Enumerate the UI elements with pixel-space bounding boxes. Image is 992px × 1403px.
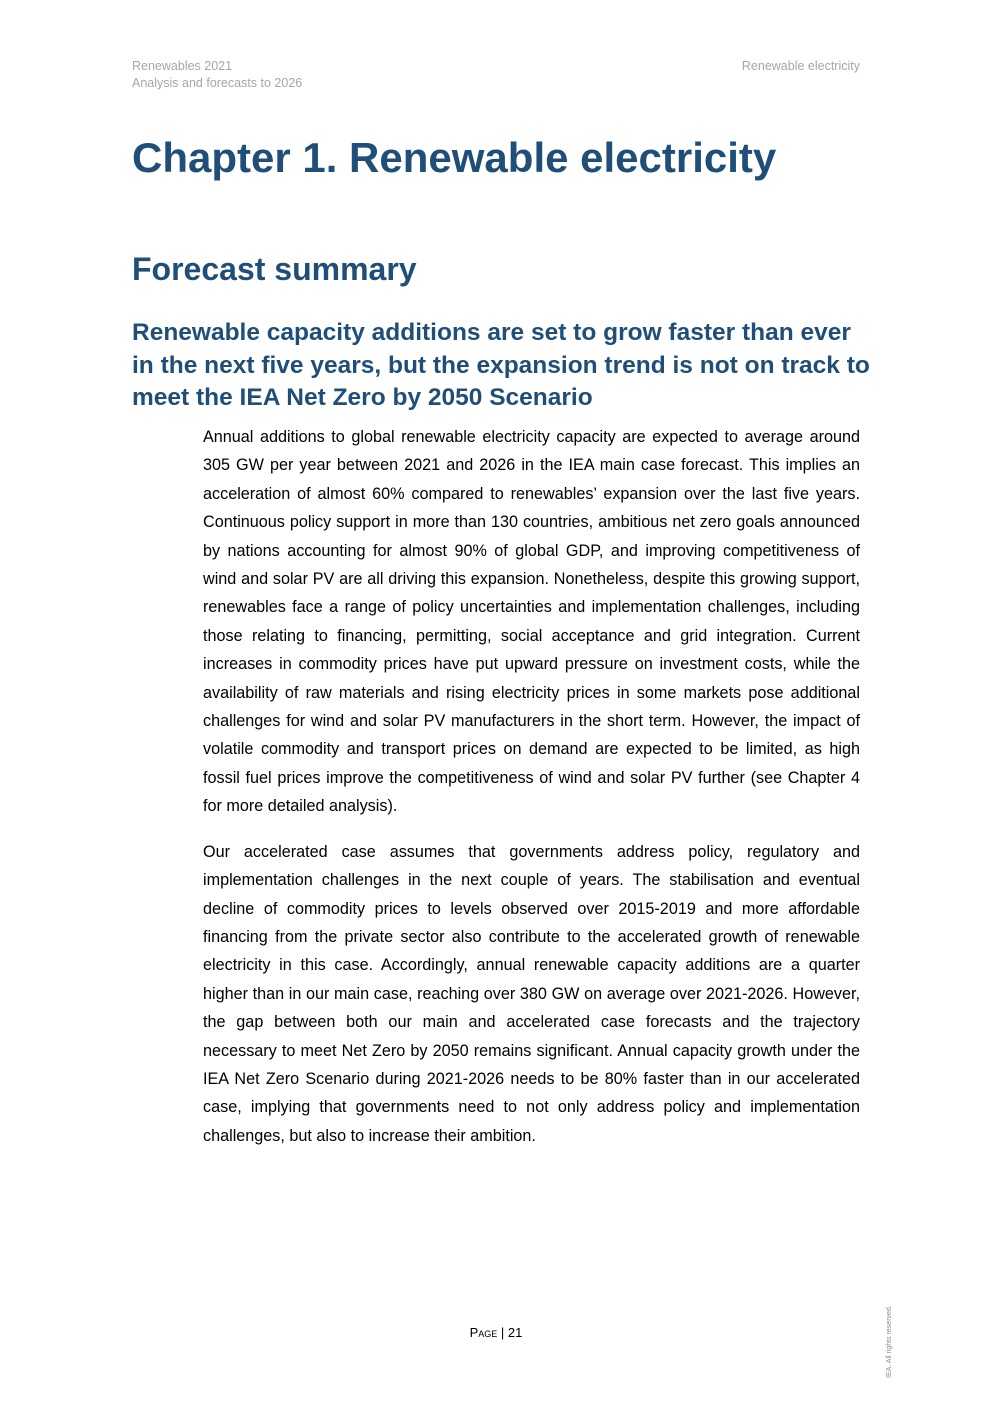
- page-footer: [0, 1325, 992, 1340]
- chapter-title: Chapter 1. Renewable electricity: [132, 134, 777, 181]
- body-text: [203, 423, 860, 1167]
- page-label: Page: [469, 1325, 498, 1340]
- running-header-left: [132, 58, 302, 92]
- page-separator: |: [500, 1325, 505, 1340]
- rights-notice: IEA. All rights reserved.: [886, 1305, 893, 1378]
- report-title: Renewables 2021: [132, 59, 233, 73]
- paragraph: Our accelerated case assumes that governments address policy, regulatory and implementation challenges in the next couple of years. The stabilisation and eventual decline of commodity prices to levels observed over 2015-2019 and more affordable financing from the private sector also contribute to the accelerated growth of renewable electricity in this case. Accordingly, annual renewable capacity additions are a quarter higher than in our main case, reaching over 380 GW on average over 2021-2026. However, the gap between both our main and accelerated case forecasts and the trajectory necessary to meet Net Zero by 2050 remains significant. Annual capacity growth under the IEA Net Zero Scenario during 2021-2026 needs to be 80% faster than in our accelerated case, implying that governments need to not only address policy and implementation challenges, but also to increase their ambition.: [203, 842, 860, 1145]
- report-subtitle: Analysis and forecasts to 2026: [132, 76, 303, 90]
- running-header-section: Renewable electricity: [741, 59, 860, 73]
- page-number: 21: [507, 1325, 523, 1340]
- subsection-title: Renewable capacity additions are set to grow faster than ever in the next five years, but the expansion trend is not on track to meet the IEA Net Zero by 2050 Scenario: [132, 319, 870, 411]
- section-title: Forecast summary: [132, 251, 417, 287]
- paragraph: Annual additions to global renewable electricity capacity are expected to average around 305 GW per year between 2021 and 2026 in the IEA main case forecast. This implies an acceleration of almost 60% compared to renewables’ expansion over the last five years. Continuous policy support in more than 130 countries, ambitious net zero goals announced by nations accounting for almost 90% of global GDP, and improving competitiveness of wind and solar PV are all driving this expansion. Nonetheless, despite this growing support, renewables face a range of policy uncertainties and implementation challenges, including those relating to financing, permitting, social acceptance and grid integration. Current increases in commodity prices have put upward pressure on investment costs, while the availability of raw materials and rising electricity prices in some markets pose additional challenges for wind and solar PV manufacturers in the short term. However, the impact of volatile commodity and transport prices on demand are expected to be limited, as high fossil fuel prices improve the competitiveness of wind and solar PV further (see Chapter 4 for more detailed analysis).: [203, 428, 860, 816]
